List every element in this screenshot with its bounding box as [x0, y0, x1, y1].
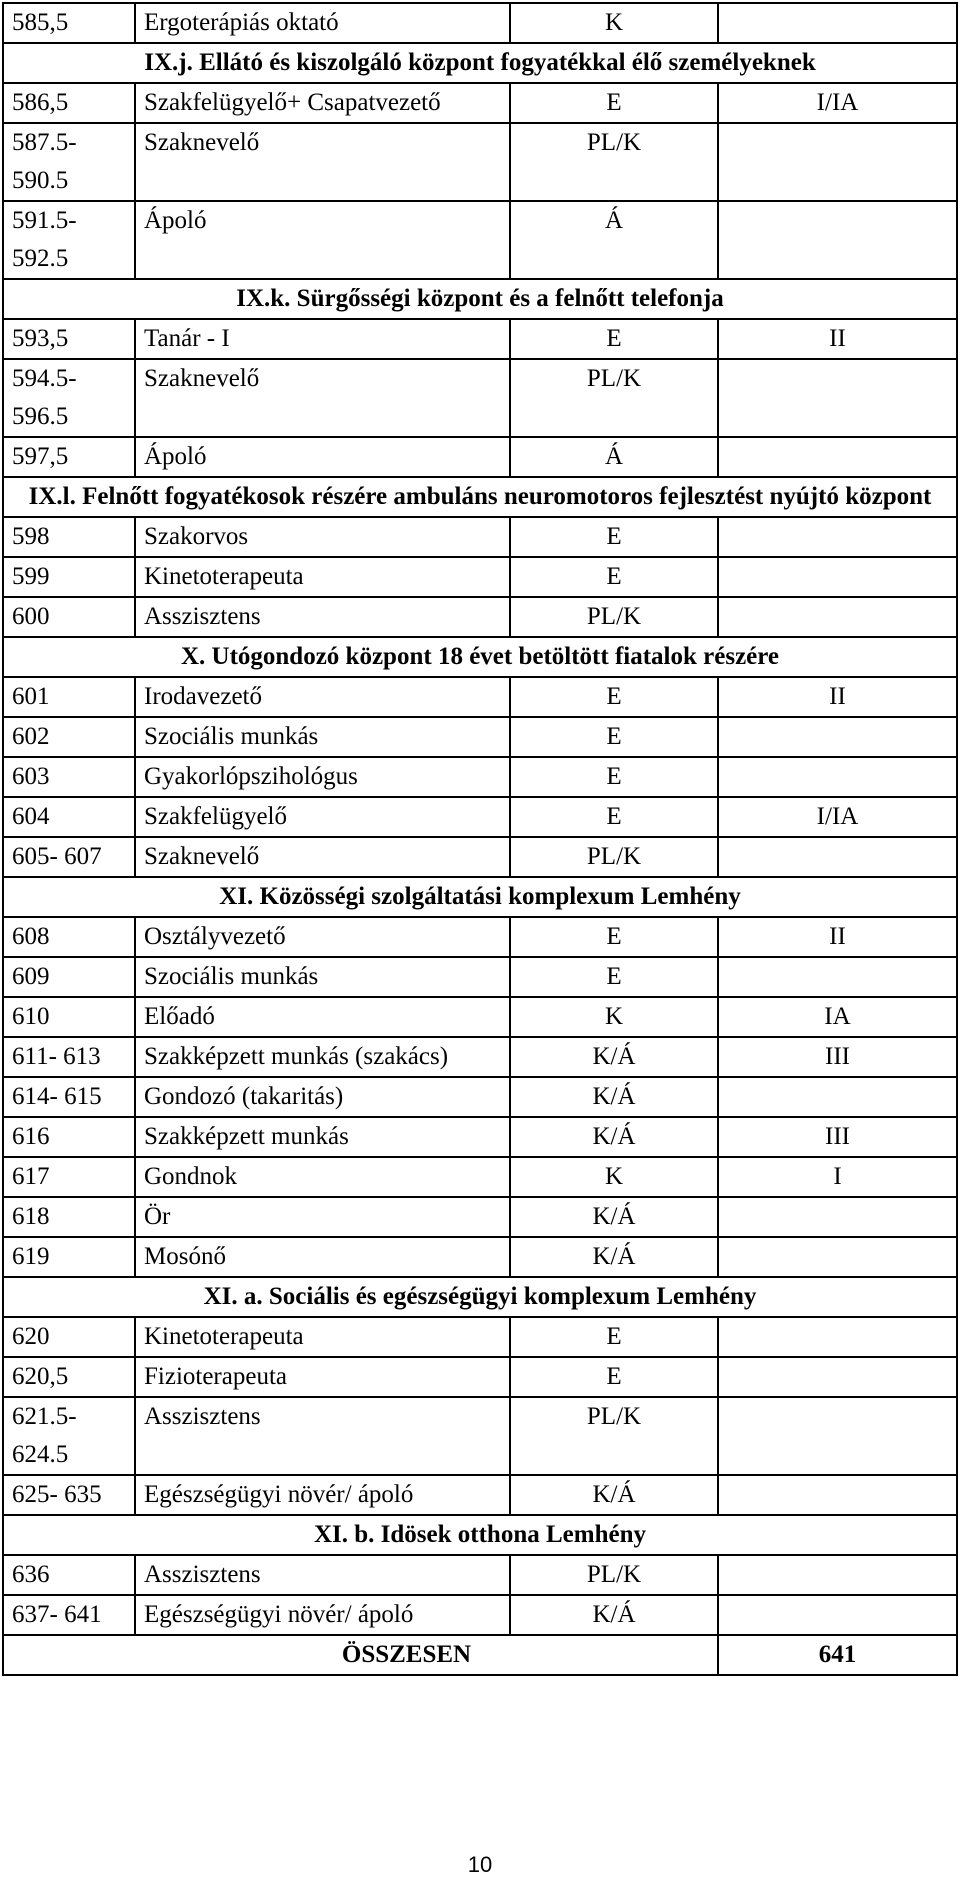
position-number: 598 — [3, 517, 135, 557]
section-header-row — [3, 877, 957, 917]
position-number: 608 — [3, 917, 135, 957]
position-number: 593,5 — [3, 319, 135, 359]
table-row — [3, 1197, 957, 1237]
total-label: ÖSSZESEN — [3, 1635, 718, 1675]
position-grade — [718, 1555, 957, 1595]
position-title: Irodavezető — [135, 677, 510, 717]
position-grade — [718, 1077, 957, 1117]
position-grade: I/IA — [718, 83, 957, 123]
position-title: Gyakorlópszihológus — [135, 757, 510, 797]
position-number: 620,5 — [3, 1357, 135, 1397]
position-title: Ergoterápiás oktató — [135, 3, 510, 43]
position-grade — [718, 437, 957, 477]
position-grade — [718, 757, 957, 797]
position-number: 601 — [3, 677, 135, 717]
page-number: 10 — [467, 1852, 493, 1877]
section-header-row — [3, 43, 957, 83]
position-category: K/Á — [510, 1475, 718, 1515]
position-category: PL/K — [510, 1397, 718, 1475]
position-title: Osztályvezető — [135, 917, 510, 957]
position-title: Gondnok — [135, 1157, 510, 1197]
position-number: 621.5- 624.5 — [3, 1397, 135, 1475]
position-grade — [718, 1197, 957, 1237]
section-title: IX.j. Ellátó és kiszolgáló központ fogyatékkal élő személyeknek — [3, 43, 957, 83]
position-title: Szakképzett munkás (szakács) — [135, 1037, 510, 1077]
position-category: E — [510, 717, 718, 757]
position-number: 602 — [3, 717, 135, 757]
position-number: 600 — [3, 597, 135, 637]
position-category: E — [510, 83, 718, 123]
position-grade — [718, 557, 957, 597]
position-category: PL/K — [510, 123, 718, 201]
section-header-row — [3, 279, 957, 319]
section-title: XI. Közösségi szolgáltatási komplexum Lemhény — [3, 877, 957, 917]
position-category: K/Á — [510, 1037, 718, 1077]
position-title: Egészségügyi növér/ ápoló — [135, 1595, 510, 1635]
position-number: 625- 635 — [3, 1475, 135, 1515]
position-grade: II — [718, 917, 957, 957]
position-number: 586,5 — [3, 83, 135, 123]
position-number: 637- 641 — [3, 1595, 135, 1635]
position-grade — [718, 597, 957, 637]
position-grade — [718, 123, 957, 201]
position-number: 636 — [3, 1555, 135, 1595]
position-category: E — [510, 677, 718, 717]
position-title: Szaknevelő — [135, 837, 510, 877]
position-category: PL/K — [510, 837, 718, 877]
table-row — [3, 1237, 957, 1277]
position-grade — [718, 517, 957, 557]
position-grade — [718, 717, 957, 757]
position-title: Szakképzett munkás — [135, 1117, 510, 1157]
position-category: E — [510, 1357, 718, 1397]
position-title: Ápoló — [135, 201, 510, 279]
position-title: Szakorvos — [135, 517, 510, 557]
position-number: 604 — [3, 797, 135, 837]
section-header-row — [3, 637, 957, 677]
table-row — [3, 517, 957, 557]
position-title: Asszisztens — [135, 1555, 510, 1595]
position-grade — [718, 1357, 957, 1397]
position-category: K/Á — [510, 1197, 718, 1237]
position-category: Á — [510, 201, 718, 279]
position-grade — [718, 1595, 957, 1635]
position-category: K — [510, 1157, 718, 1197]
position-number: 619 — [3, 1237, 135, 1277]
position-title: Előadó — [135, 997, 510, 1037]
section-header-row — [3, 477, 957, 517]
position-grade — [718, 837, 957, 877]
position-title: Szakfelügyelő+ Csapatvezető — [135, 83, 510, 123]
table-row — [3, 1555, 957, 1595]
position-grade — [718, 1475, 957, 1515]
table-row — [3, 557, 957, 597]
position-category: E — [510, 517, 718, 557]
position-grade: III — [718, 1117, 957, 1157]
position-number: 610 — [3, 997, 135, 1037]
position-number: 597,5 — [3, 437, 135, 477]
table-row — [3, 837, 957, 877]
position-category: K — [510, 3, 718, 43]
table-row — [3, 1475, 957, 1515]
section-title: IX.l. Felnőtt fogyatékosok részére ambuláns neuromotoros fejlesztést nyújtó központ — [3, 477, 957, 517]
position-title: Mosónő — [135, 1237, 510, 1277]
table-row — [3, 1077, 957, 1117]
table-row — [3, 1397, 957, 1475]
table-row — [3, 437, 957, 477]
position-grade — [718, 957, 957, 997]
staffing-table-body — [3, 3, 957, 1675]
position-category: K/Á — [510, 1595, 718, 1635]
table-row — [3, 1357, 957, 1397]
position-title: Tanár - I — [135, 319, 510, 359]
position-grade: II — [718, 319, 957, 359]
position-title: Szaknevelő — [135, 123, 510, 201]
position-title: Szociális munkás — [135, 717, 510, 757]
position-grade — [718, 359, 957, 437]
position-title: Fizioterapeuta — [135, 1357, 510, 1397]
section-title: XI. b. Idösek otthona Lemhény — [3, 1515, 957, 1555]
position-number: 611- 613 — [3, 1037, 135, 1077]
table-row — [3, 1037, 957, 1077]
table-row — [3, 917, 957, 957]
position-category: E — [510, 757, 718, 797]
position-category: E — [510, 1317, 718, 1357]
position-category: E — [510, 557, 718, 597]
position-grade — [718, 1237, 957, 1277]
section-title: IX.k. Sürgősségi központ és a felnőtt telefonja — [3, 279, 957, 319]
total-value: 641 — [718, 1635, 957, 1675]
table-row — [3, 3, 957, 43]
table-row — [3, 597, 957, 637]
position-number: 614- 615 — [3, 1077, 135, 1117]
position-title: Egészségügyi növér/ ápoló — [135, 1475, 510, 1515]
position-title: Kinetoterapeuta — [135, 557, 510, 597]
position-category: PL/K — [510, 1555, 718, 1595]
position-grade: II — [718, 677, 957, 717]
table-row — [3, 997, 957, 1037]
table-row — [3, 123, 957, 201]
table-row — [3, 717, 957, 757]
position-number: 617 — [3, 1157, 135, 1197]
position-category: E — [510, 957, 718, 997]
position-category: K/Á — [510, 1237, 718, 1277]
position-category: PL/K — [510, 359, 718, 437]
table-row — [3, 319, 957, 359]
table-row — [3, 359, 957, 437]
section-header-row — [3, 1277, 957, 1317]
total-row — [3, 1635, 957, 1675]
position-grade: IA — [718, 997, 957, 1037]
position-grade: III — [718, 1037, 957, 1077]
position-title: Szakfelügyelő — [135, 797, 510, 837]
position-grade — [718, 1317, 957, 1357]
position-category: E — [510, 797, 718, 837]
position-number: 620 — [3, 1317, 135, 1357]
position-category: E — [510, 319, 718, 359]
position-category: K/Á — [510, 1117, 718, 1157]
position-number: 603 — [3, 757, 135, 797]
table-row — [3, 83, 957, 123]
position-number: 618 — [3, 1197, 135, 1237]
position-title: Kinetoterapeuta — [135, 1317, 510, 1357]
position-number: 594.5- 596.5 — [3, 359, 135, 437]
table-row — [3, 757, 957, 797]
position-title: Szaknevelő — [135, 359, 510, 437]
position-title: Ápoló — [135, 437, 510, 477]
table-row — [3, 957, 957, 997]
position-title: Ör — [135, 1197, 510, 1237]
position-number: 599 — [3, 557, 135, 597]
table-row — [3, 1157, 957, 1197]
position-grade — [718, 201, 957, 279]
position-category: PL/K — [510, 597, 718, 637]
position-grade — [718, 3, 957, 43]
position-title: Asszisztens — [135, 1397, 510, 1475]
position-title: Szociális munkás — [135, 957, 510, 997]
section-title: XI. a. Sociális és egészségügyi komplexum Lemhény — [3, 1277, 957, 1317]
staffing-table — [2, 2, 958, 1676]
position-title: Gondozó (takaritás) — [135, 1077, 510, 1117]
table-row — [3, 201, 957, 279]
position-number: 585,5 — [3, 3, 135, 43]
position-category: K — [510, 997, 718, 1037]
position-number: 609 — [3, 957, 135, 997]
position-grade — [718, 1397, 957, 1475]
table-row — [3, 677, 957, 717]
table-row — [3, 1595, 957, 1635]
position-number: 587.5- 590.5 — [3, 123, 135, 201]
table-row — [3, 1317, 957, 1357]
section-title: X. Utógondozó központ 18 évet betöltött fiatalok részére — [3, 637, 957, 677]
table-row — [3, 1117, 957, 1157]
position-grade: I/IA — [718, 797, 957, 837]
position-category: K/Á — [510, 1077, 718, 1117]
position-number: 605- 607 — [3, 837, 135, 877]
position-category: E — [510, 917, 718, 957]
position-number: 591.5- 592.5 — [3, 201, 135, 279]
section-header-row — [3, 1515, 957, 1555]
position-category: Á — [510, 437, 718, 477]
position-title: Asszisztens — [135, 597, 510, 637]
position-grade: I — [718, 1157, 957, 1197]
table-row — [3, 797, 957, 837]
position-number: 616 — [3, 1117, 135, 1157]
